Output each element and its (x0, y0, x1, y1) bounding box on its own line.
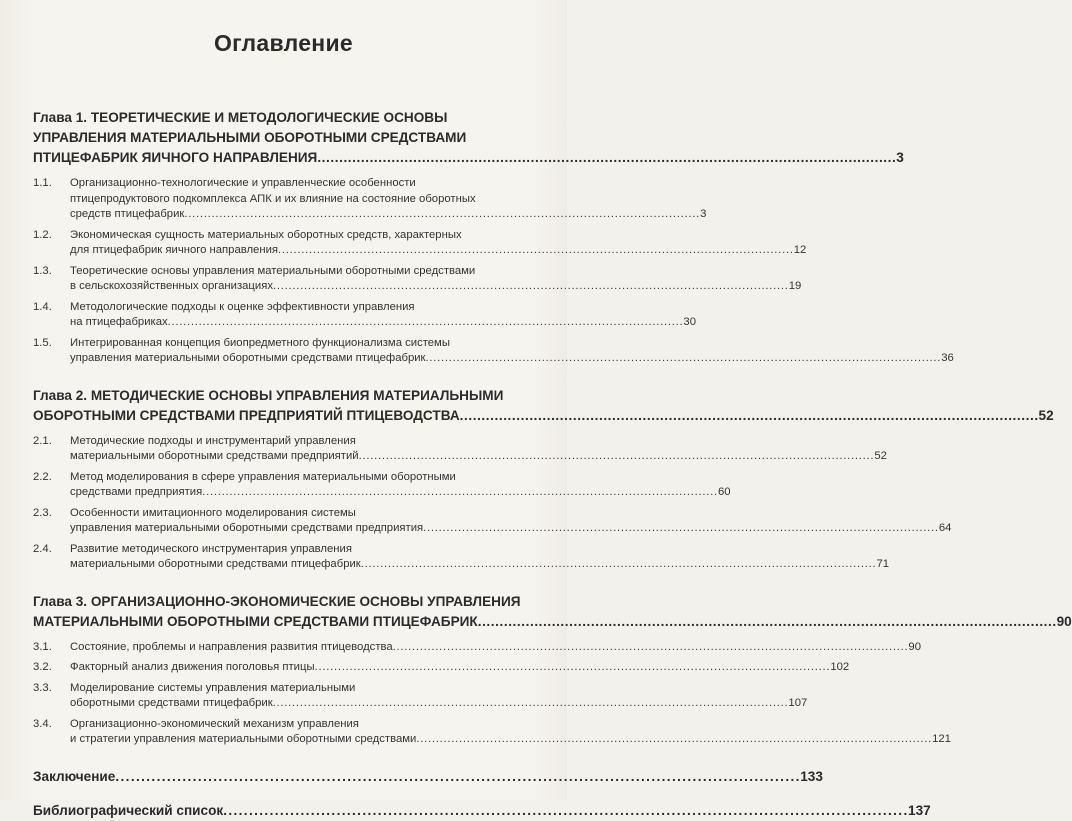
chapter-title-line: УПРАВЛЕНИЯ МАТЕРИАЛЬНЫМИ ОБОРОТНЫМИ СРЕДСТВАМИ (33, 130, 467, 145)
section-entry (33, 470, 731, 501)
conclusion-page-number: 133 (800, 768, 823, 784)
section-title-line: Метод моделирования в сфере управления материальными оборотными (70, 470, 456, 483)
section-title-line: Особенности имитационного моделирования системы (70, 506, 356, 519)
section-entry (33, 717, 951, 748)
section-dot-leader (315, 660, 829, 676)
section-dot-leader (273, 696, 787, 712)
section-dot-leader (359, 449, 873, 465)
section-page-number: 90 (908, 640, 921, 653)
section-title-line: Моделирование системы управления материальными (70, 681, 356, 694)
table-of-contents (33, 108, 1072, 821)
section-number: 3.2. (33, 661, 52, 673)
section-title-line: Развитие методического инструментария управления (70, 542, 352, 555)
chapter-dot-leader (317, 148, 894, 168)
section-leader-line (70, 640, 921, 656)
section-leader-line (70, 485, 731, 501)
section-leader-line (70, 279, 801, 295)
chapter-page-number: 3 (896, 150, 904, 165)
section-dot-leader (168, 315, 682, 331)
section-title-line: птицепродуктового подкомплекса АПК и их влияние на состояние оборотных (70, 192, 476, 205)
section-title (70, 336, 954, 367)
section-title (70, 660, 849, 676)
section-entry (33, 300, 696, 331)
section-number: 2.3. (33, 506, 52, 519)
section-page-number: 121 (932, 733, 951, 745)
chapter-title-line: Глава 3. ОРГАНИЗАЦИОННО-ЭКОНОМИЧЕСКИЕ ОСНОВЫ УПРАВЛЕНИЯ (33, 593, 521, 609)
chapter-spacer (33, 372, 547, 386)
section-text: материальными оборотными средствами птицефабрик (70, 558, 361, 570)
section-title (70, 300, 696, 331)
section-leader-line (70, 351, 954, 367)
bibliography-leader-line (33, 801, 931, 821)
section-text: в сельскохозяйственных организациях (70, 280, 273, 292)
chapter-dot-leader (460, 406, 1037, 426)
section-title (70, 542, 889, 573)
chapter-title-line: Глава 2. МЕТОДИЧЕСКИЕ ОСНОВЫ УПРАВЛЕНИЯ МАТЕРИАЛЬНЫМИ (33, 387, 504, 403)
conclusion-entry (33, 767, 823, 787)
section-text: оборотными средствами птицефабрик (70, 697, 273, 709)
chapter-heading (33, 592, 1072, 632)
section-title-line: Интегрированная концепция биопредметного функционализма системы (70, 336, 450, 349)
section-text: на птицефабриках (70, 316, 168, 328)
chapter-dot-leader (478, 612, 1055, 632)
section-page-number: 3 (700, 208, 707, 220)
chapter-text: МАТЕРИАЛЬНЫМИ ОБОРОТНЫМИ СРЕДСТВАМИ ПТИЦЕФАБРИК (33, 613, 478, 629)
bibliography-page-number: 137 (908, 802, 931, 818)
section-page-number: 107 (788, 697, 808, 709)
section-number: 1.2. (33, 228, 52, 241)
chapter-leader-line (33, 406, 1054, 426)
section-text: и стратегии управления материальными оборотными средствами (70, 733, 417, 745)
page-title: Оглавление (213, 30, 354, 56)
section-number: 1.5. (33, 336, 52, 349)
section-title (70, 717, 951, 748)
section-leader-line (70, 696, 807, 712)
section-page-number: 60 (717, 486, 731, 498)
section-leader-line (70, 557, 889, 573)
chapter-spacer (33, 787, 547, 801)
section-entry (33, 264, 802, 295)
section-number: 2.1. (33, 434, 52, 447)
section-number: 1.4. (33, 300, 52, 313)
section-entry (33, 176, 707, 223)
chapter-text: ПТИЦЕФАБРИК ЯИЧНОГО НАПРАВЛЕНИЯ (33, 150, 318, 165)
chapter-text: ОБОРОТНЫМИ СРЕДСТВАМИ ПРЕДПРИЯТИЙ ПТИЦЕВОДСТВА (33, 407, 460, 423)
conclusion-dot-leader (115, 769, 798, 784)
section-entry (33, 640, 921, 656)
chapter-spacer (33, 578, 547, 592)
section-page-number: 52 (874, 450, 887, 462)
section-title-line: Методологические подходы к оценке эффективности управления (70, 300, 415, 313)
section-dot-leader (184, 207, 698, 223)
chapter-section-list (33, 176, 954, 367)
section-dot-leader (425, 351, 939, 367)
chapter-page-number: 90 (1056, 613, 1072, 629)
section-dot-leader (273, 279, 787, 295)
section-page-number: 19 (788, 280, 802, 292)
section-dot-leader (278, 243, 792, 259)
section-number: 1.3. (33, 264, 52, 277)
section-leader-line (70, 243, 806, 259)
chapter-leader-line (33, 612, 1072, 632)
section-entry (33, 660, 850, 676)
section-leader-line (70, 521, 951, 537)
section-page-number: 102 (830, 661, 850, 673)
section-number: 1.1. (33, 177, 52, 189)
section-title (70, 264, 801, 295)
section-text: Состояние, проблемы и направления развития птицеводства (70, 640, 393, 653)
section-number: 2.4. (33, 542, 52, 555)
section-number: 2.2. (33, 470, 52, 483)
section-entry (33, 434, 887, 465)
section-entry (33, 506, 952, 537)
bibliography-entry (33, 801, 931, 821)
section-text: для птицефабрик яичного направления (70, 244, 279, 256)
section-title (70, 640, 921, 656)
section-entry (33, 228, 807, 259)
section-dot-leader (416, 732, 930, 748)
section-leader-line (70, 315, 696, 331)
section-text: средств птицефабрик (70, 208, 185, 220)
bibliography-dot-leader (223, 803, 906, 818)
chapter-page-number: 52 (1038, 407, 1054, 423)
section-leader-line (70, 660, 849, 676)
section-title (70, 228, 806, 259)
section-dot-leader (361, 557, 875, 573)
section-title (70, 176, 706, 223)
section-dot-leader (202, 485, 716, 501)
section-entry (33, 542, 890, 573)
chapter-heading (33, 108, 904, 168)
section-text: средствами предприятия (70, 486, 203, 498)
section-page-number: 64 (938, 522, 952, 534)
section-number: 3.1. (33, 640, 52, 653)
section-text: материальными оборотными средствами предприятий (70, 450, 359, 462)
conclusion-text: Заключение (33, 768, 116, 784)
chapter-title-line: Глава 1. ТЕОРЕТИЧЕСКИЕ И МЕТОДОЛОГИЧЕСКИЕ ОСНОВЫ (33, 110, 448, 125)
section-entry (33, 336, 954, 367)
section-title-line: Теоретические основы управления материальными оборотными средствами (70, 264, 476, 277)
section-title (70, 434, 887, 465)
section-title (70, 506, 951, 537)
section-leader-line (70, 449, 887, 465)
section-title-line: Экономическая сущность материальных оборотных средств, характерных (70, 228, 462, 241)
chapter-leader-line (33, 148, 904, 168)
section-title-line: Методические подходы и инструментарий управления (70, 434, 356, 447)
section-leader-line (70, 732, 951, 748)
section-text: Факторный анализ движения поголовья птицы (70, 661, 315, 673)
section-title (70, 470, 731, 501)
section-text: управления материальными оборотными средствами птицефабрик (70, 352, 426, 364)
section-text: управления материальными оборотными средствами предприятия (70, 522, 424, 534)
section-dot-leader (423, 521, 937, 537)
section-number: 3.3. (33, 681, 52, 694)
section-page-number: 12 (793, 244, 807, 256)
chapter-heading (33, 386, 1054, 426)
section-number: 3.4. (33, 717, 52, 730)
section-entry (33, 681, 808, 712)
conclusion-leader-line (33, 767, 823, 787)
chapter-section-list (33, 640, 951, 748)
section-title-line: Организационно-технологические и управленческие особенности (70, 177, 416, 189)
section-page-number: 30 (683, 316, 696, 328)
section-page-number: 36 (941, 352, 954, 364)
chapter-spacer (33, 753, 547, 767)
section-title (70, 681, 807, 712)
section-page-number: 71 (876, 558, 890, 570)
section-title-line: Организационно-экономический механизм управления (70, 717, 359, 730)
section-leader-line (70, 207, 706, 223)
bibliography-text: Библиографический список (33, 802, 224, 818)
chapter-section-list (33, 434, 952, 573)
section-dot-leader (393, 640, 907, 656)
